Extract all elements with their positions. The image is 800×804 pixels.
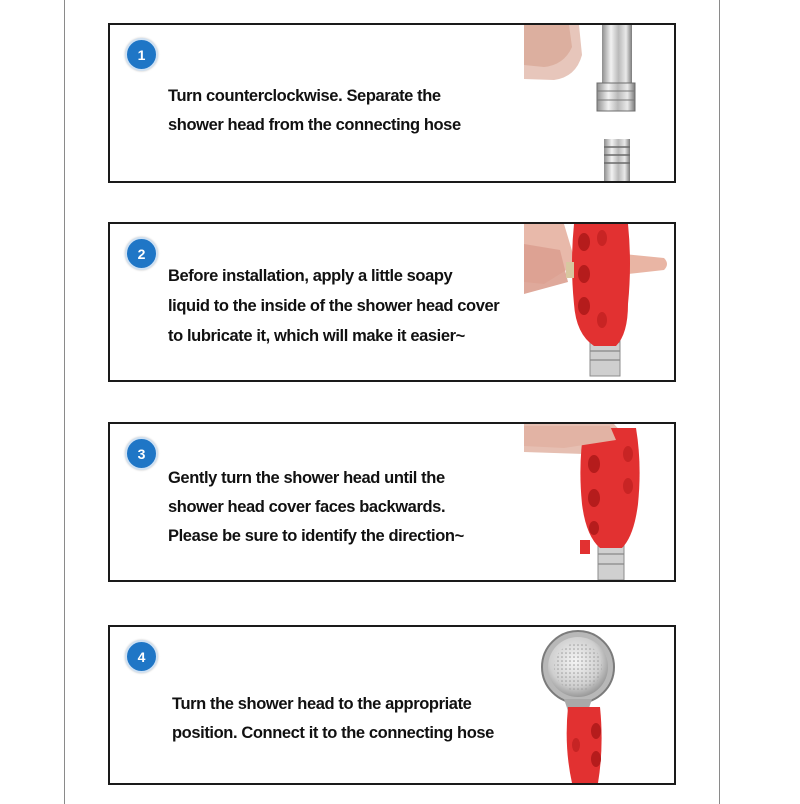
metal-hose-connector-photo [524, 25, 674, 181]
instruction-line: Gently turn the shower head until the [168, 469, 445, 487]
step-instruction [168, 261, 499, 351]
step-card-3 [108, 422, 676, 582]
instruction-line: Before installation, apply a little soapy [168, 267, 453, 285]
step-card-1 [108, 23, 676, 183]
instruction-line: shower head from the connecting hose [168, 116, 461, 134]
instruction-line: to lubricate it, which will make it easier~ [168, 327, 465, 345]
step-instruction [172, 690, 494, 748]
step-card-2 [108, 222, 676, 382]
instruction-line: Turn counterclockwise. Separate the [168, 87, 441, 105]
instruction-line: position. Connect it to the connecting hose [172, 724, 494, 742]
red-cover-rotated-photo [524, 424, 674, 580]
shower-head-with-red-cover-photo [524, 627, 674, 783]
instruction-line: shower head cover faces backwards. [168, 498, 446, 516]
instruction-line: liquid to the inside of the shower head cover [168, 297, 500, 315]
step-instruction [168, 464, 464, 551]
instruction-line: Turn the shower head to the appropriate [172, 695, 472, 713]
step-instruction [168, 82, 461, 140]
step-number-badge: 4 [125, 640, 158, 673]
step-number-badge: 2 [125, 237, 158, 270]
step-number-badge: 1 [125, 38, 158, 71]
step-number-badge: 3 [125, 437, 158, 470]
instruction-line: Please be sure to identify the direction~ [168, 527, 464, 545]
step-card-4 [108, 625, 676, 785]
red-cover-on-handle-photo [524, 224, 674, 380]
